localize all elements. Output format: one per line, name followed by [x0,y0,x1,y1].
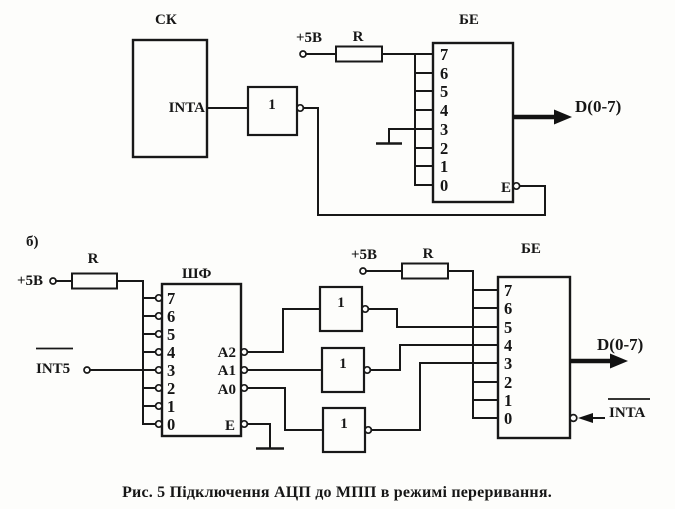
gate-label: 1 [340,416,348,432]
bus-ticks [473,290,498,418]
shf-title: ШФ [182,266,212,282]
top-input-bus [415,54,433,185]
shf-ground [247,424,284,449]
resistor-symbol [402,264,448,279]
top-inverter-gate [248,87,303,135]
bottom-circuit [17,234,650,452]
bus-arrow-head-icon [554,110,572,125]
pin-label-6: 6 [440,64,449,83]
ck-title: СК [155,12,177,28]
pin-label-5: 5 [440,82,449,101]
pin-bubble-icon [156,295,162,301]
pin-bubble-icon [156,385,162,391]
shf-block [156,266,248,436]
pin-label-3: 3 [167,361,176,380]
resistor-label: R [422,246,434,262]
pin-label-0: 0 [504,409,513,428]
gate2-output-wire [370,345,473,370]
be2-input-bus [473,271,498,418]
shf-input-bus [143,281,156,424]
addr-label-a2: A2 [217,345,236,361]
pin-label-7: 7 [440,45,449,64]
pin-label-1: 1 [504,391,513,410]
top-pullup [296,29,433,62]
bottom-right-pullup [351,246,473,279]
vcc-label: +5В [351,247,378,263]
inta-label: INTA [609,405,646,421]
inverter-gate-2 [322,348,370,392]
top-circuit [133,12,621,215]
enable-pin-label: Е [224,418,235,434]
inverter-gate-3 [323,408,371,452]
top-be-block [433,12,520,202]
int5-label: INT5 [36,361,71,377]
bottom-left-pullup [17,251,143,289]
ck-block [133,12,207,157]
inta-bubble-icon [570,415,577,422]
pin-bubble-icon [156,349,162,355]
resistor-symbol [72,274,117,289]
top-data-bus-arrow [513,97,621,125]
gate3-output-wire [371,363,473,430]
pin-label-1: 1 [440,157,449,176]
a2-to-gate1-wire [247,309,320,352]
be-title: БЕ [521,241,541,257]
pin-label-6: 6 [167,307,176,326]
pin-label-0: 0 [167,415,176,434]
gate1-output-wire [368,309,473,327]
gate-label: 1 [337,295,345,311]
pin-label-6: 6 [504,299,513,318]
bus-ticks [415,73,433,185]
int5-input [36,349,156,378]
pin-bubble-icon [156,313,162,319]
part-b-label: б) [26,234,39,250]
ck-pin-inta-label: INTA [168,100,205,116]
data-bus-label: D(0-7) [597,335,644,354]
bus-arrow-head-icon [610,354,628,369]
vcc-label: +5В [296,30,323,46]
resistor-label: R [87,251,99,267]
gate-label: 1 [339,356,347,372]
vcc-label: +5В [17,273,44,289]
pin-label-4: 4 [440,101,449,120]
addr-label-a0: A0 [217,382,236,398]
inta-input [578,399,650,423]
bottom-be-block [498,241,577,438]
inta-arrow-head-icon [578,413,593,423]
pin-label-7: 7 [167,289,176,308]
top-ground [376,129,415,144]
bus-ticks [143,298,156,424]
pin-label-0: 0 [440,176,449,195]
pin-label-5: 5 [167,325,176,344]
pin-label-7: 7 [504,281,513,300]
data-bus-label: D(0-7) [575,97,622,116]
pin-label-4: 4 [504,336,513,355]
pin-label-2: 2 [440,139,449,158]
gate-to-enable-wire [303,108,545,215]
addr-label-a1: A1 [217,363,236,379]
figure-caption: Рис. 5 Підключення АЦП до МПП в режимі переривання. [122,484,552,501]
pin-label-3: 3 [440,120,449,139]
enable-pin-label: Е [500,180,511,196]
resistor-label: R [352,29,364,45]
pin-label-5: 5 [504,318,513,337]
be-title: БЕ [459,12,479,28]
pin-label-4: 4 [167,343,176,362]
pin-label-2: 2 [167,379,176,398]
ground-wire [247,424,270,448]
bottom-data-bus-arrow [570,335,643,369]
enable-bubble-icon [513,183,519,189]
inverter-gate-1 [320,287,368,331]
pin-label-1: 1 [167,397,176,416]
pin-bubble-icon [156,421,162,427]
ck-rect [133,40,207,157]
pin-label-3: 3 [504,354,513,373]
ground-wire [389,129,415,143]
pin-bubble-icon [156,331,162,337]
resistor-symbol [336,47,382,62]
gate-label: 1 [268,97,276,113]
pin-label-2: 2 [504,373,513,392]
pin-bubble-icon [156,403,162,409]
pin-bubble-icon [156,367,162,373]
